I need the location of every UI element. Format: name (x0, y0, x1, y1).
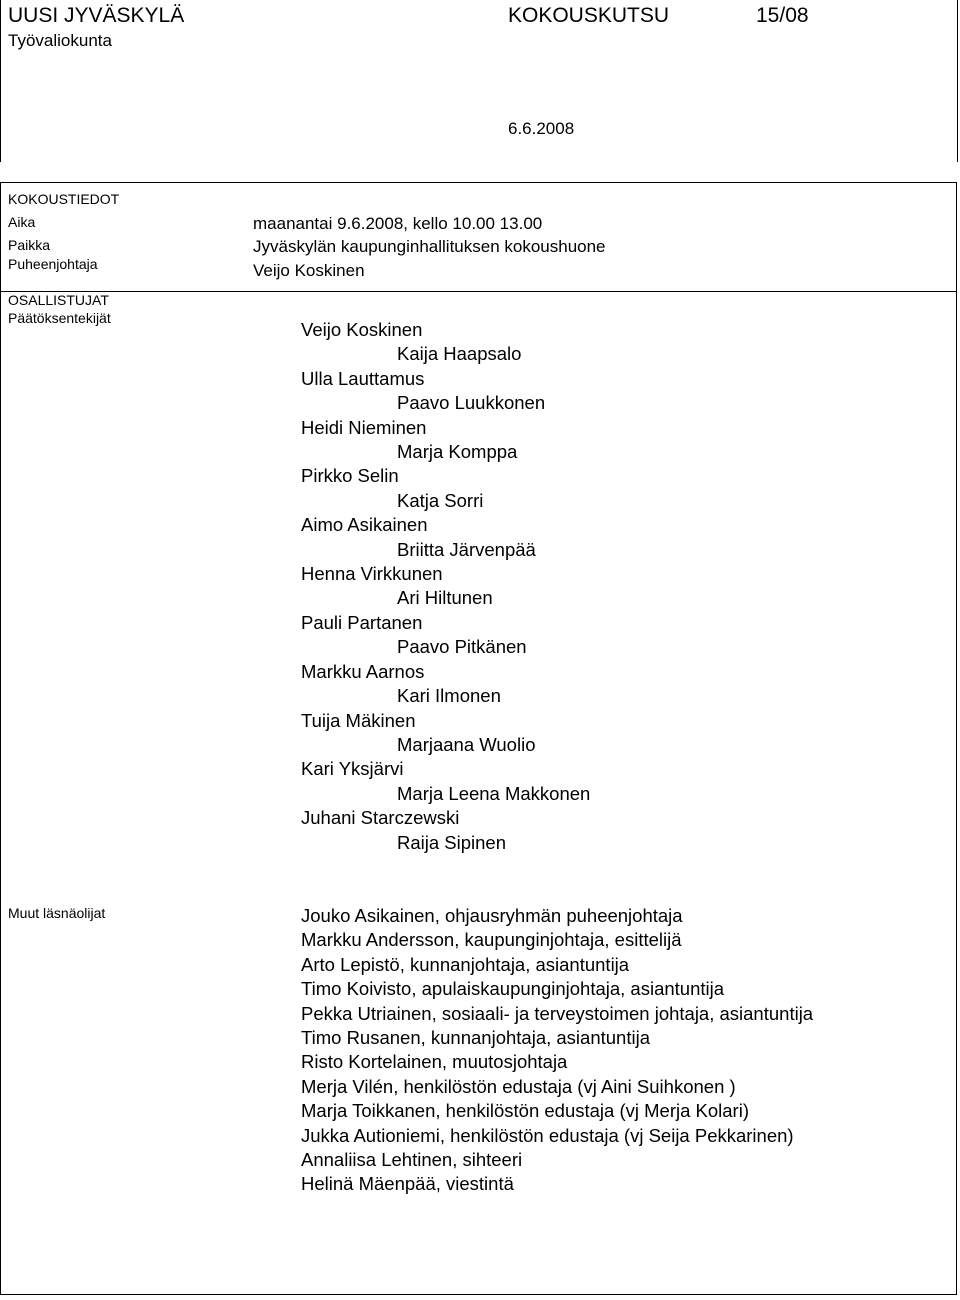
other-attendees-list (301, 904, 813, 1197)
section-divider (0, 291, 957, 292)
decision-makers-label: Päätöksentekijät (8, 310, 111, 326)
list-item: Tuija Mäkinen (301, 709, 416, 731)
list-item: Jukka Autioniemi, henkilöstön edustaja (vj Seija Pekkarinen) (301, 1124, 794, 1146)
list-item: Kari Ilmonen (397, 685, 501, 707)
list-item: Marjaana Wuolio (397, 733, 536, 755)
decision-makers-list (301, 318, 590, 855)
place-value: Jyväskylän kaupunginhallituksen kokoushuone (253, 237, 606, 256)
place-label: Paikka (8, 237, 51, 253)
list-item: Heidi Nieminen (301, 416, 427, 438)
list-item: Pauli Partanen (301, 611, 423, 633)
list-item: Markku Andersson, kaupunginjohtaja, esittelijä (301, 929, 682, 951)
document-type: KOKOUSKUTSU (508, 4, 670, 27)
list-item: Risto Kortelainen, muutosjohtaja (301, 1051, 568, 1073)
chair-label: Puheenjohtaja (8, 256, 98, 272)
list-item: Arto Lepistö, kunnanjohtaja, asiantuntija (301, 953, 630, 975)
organization-name: UUSI JYVÄSKYLÄ (8, 4, 185, 27)
list-item: Helinä Mäenpää, viestintä (301, 1173, 514, 1195)
list-item: Timo Rusanen, kunnanjohtaja, asiantuntija (301, 1027, 650, 1049)
list-item: Henna Virkkunen (301, 563, 443, 585)
others-label: Muut läsnäolijat (8, 905, 106, 921)
list-item: Markku Aarnos (301, 660, 425, 682)
list-item: Ulla Lauttamus (301, 367, 425, 389)
document-header (0, 0, 960, 162)
list-item: Merja Vilén, henkilöstön edustaja (vj Aini Suihkonen ) (301, 1075, 736, 1097)
chair-value: Veijo Koskinen (253, 261, 365, 280)
list-item: Marja Leena Makkonen (397, 782, 591, 804)
document-date: 6.6.2008 (508, 119, 575, 138)
list-item: Jouko Asikainen, ohjausryhmän puheenjohtaja (301, 905, 683, 926)
list-item: Annaliisa Lehtinen, sihteeri (301, 1149, 523, 1171)
list-item: Kari Yksjärvi (301, 758, 404, 780)
header-right-border (957, 0, 958, 162)
list-item: Raija Sipinen (397, 831, 507, 853)
header-left-border (0, 0, 1, 162)
list-item: Juhani Starczewski (301, 807, 460, 829)
participants-title: OSALLISTUJAT (8, 292, 109, 308)
list-item: Kaija Haapsalo (397, 343, 522, 365)
document-number: 15/08 (756, 4, 809, 27)
list-item: Veijo Koskinen (301, 319, 423, 340)
list-item: Pekka Utriainen, sosiaali- ja terveystoimen johtaja, asiantuntija (301, 1002, 814, 1024)
list-item: Ari Hiltunen (397, 587, 493, 609)
list-item: Timo Koivisto, apulaiskaupunginjohtaja, asiantuntija (301, 978, 725, 1000)
meeting-info-title: KOKOUSTIEDOT (8, 191, 120, 207)
sub-organization-name: Työvaliokunta (8, 31, 112, 50)
list-item: Paavo Luukkonen (397, 392, 546, 414)
list-item: Marja Toikkanen, henkilöstön edustaja (vj Merja Kolari) (301, 1100, 749, 1122)
list-item: Paavo Pitkänen (397, 636, 527, 658)
list-item: Katja Sorri (397, 489, 484, 511)
list-item: Aimo Asikainen (301, 514, 428, 536)
list-item: Marja Komppa (397, 441, 518, 463)
time-value: maanantai 9.6.2008, kello 10.00 13.00 (253, 214, 543, 233)
list-item: Pirkko Selin (301, 465, 399, 487)
time-label: Aika (8, 214, 36, 230)
list-item: Briitta Järvenpää (397, 538, 536, 560)
